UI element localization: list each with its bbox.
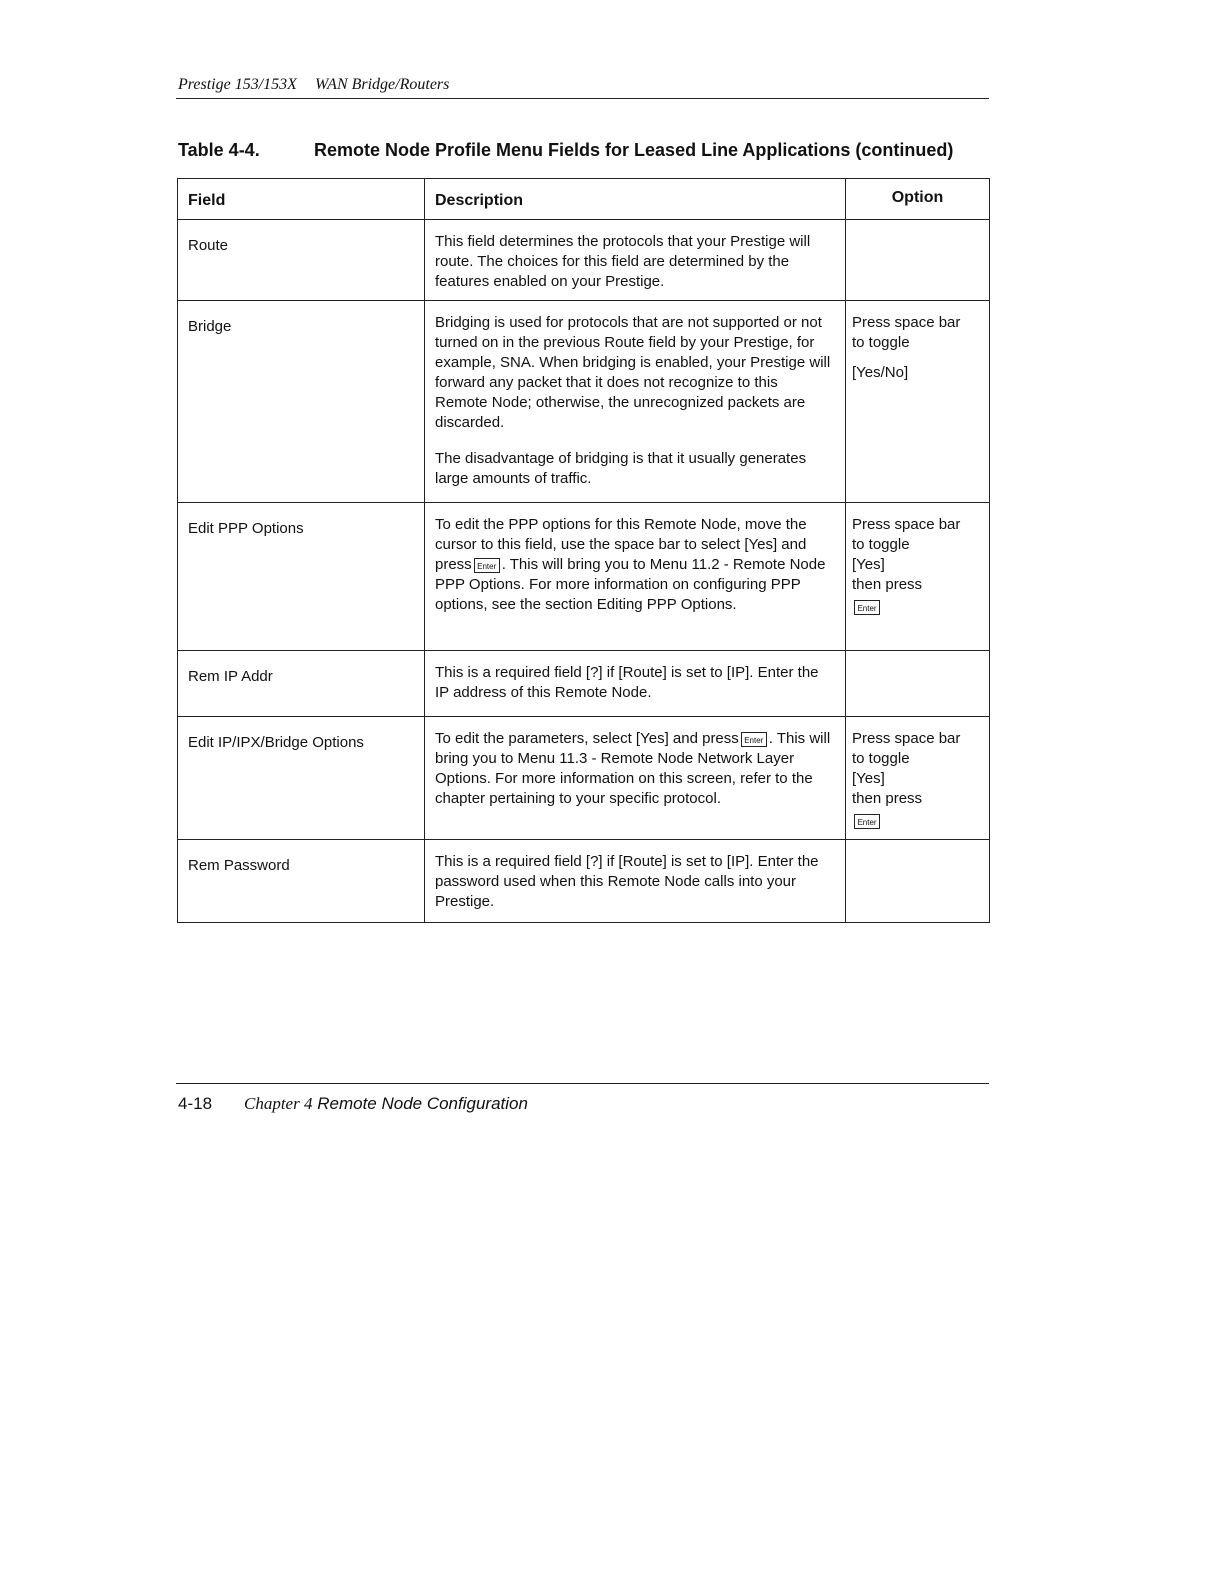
row-option (846, 717, 990, 840)
row-option (846, 840, 990, 923)
description-paragraph: To edit the parameters, select [Yes] and press Enter . This will bring you to Menu 11.3 - Remote Node Network Layer Options. For more information on this screen, refer to the chapter pertaining to your specific protocol. (435, 730, 831, 807)
description-paragraph: This field determines the protocols that your Prestige will route. The choices for this field are determined by the features enabled on your Prestige. (435, 233, 811, 290)
option-line: [Yes] (852, 770, 885, 787)
description-paragraph: Bridging is used for protocols that are not supported or not turned on in the previous Route field by your Prestige, for example, SNA. When bridging is enabled, your Prestige will forward any packet that it does not recognize to this Remote Node; otherwise, the unrecognized packets are discarded. (435, 314, 831, 431)
row-option (846, 220, 990, 301)
option-line: [Yes/No] (852, 364, 909, 381)
row-description (425, 840, 846, 923)
table-row (178, 301, 990, 503)
row-option (846, 651, 990, 717)
row-field: Rem IP Addr (178, 651, 425, 717)
option-line: Press space bar (852, 314, 961, 331)
option-line: then press (852, 790, 923, 807)
column-header-option: Option (846, 179, 990, 220)
running-header (178, 76, 449, 94)
fields-table (177, 178, 990, 923)
description-paragraph: The disadvantage of bridging is that it usually generates large amounts of traffic. (435, 450, 807, 487)
option-line: to toggle (852, 750, 910, 767)
table-row (178, 840, 990, 923)
row-description (425, 717, 846, 840)
footer-rule (176, 1083, 989, 1084)
footer-chapter-title: Remote Node Configuration (317, 1094, 528, 1113)
table-title: Remote Node Profile Menu Fields for Leased Line Applications (continued) (314, 140, 954, 160)
option-line: to toggle (852, 334, 910, 351)
row-description (425, 301, 846, 503)
header-rule (176, 98, 989, 99)
table-row (178, 220, 990, 301)
table-caption (178, 140, 978, 161)
row-field: Bridge (178, 301, 425, 503)
row-description (425, 651, 846, 717)
description-paragraph: To edit the PPP options for this Remote Node, move the cursor to this field, use the space bar to select [Yes] and press Enter . This will bring you to Menu 11.2 - Remote Node PPP Options. For more information on configuring PPP options, see the section Editing PPP Options. (435, 516, 826, 613)
row-field: Route (178, 220, 425, 301)
row-option (846, 301, 990, 503)
header-subtitle: WAN Bridge/Routers (314, 76, 450, 93)
row-description (425, 503, 846, 651)
footer-chapter: Chapter 4 (244, 1094, 313, 1113)
table-header-row (178, 179, 990, 220)
table-number: Table 4-4. (178, 140, 260, 160)
enter-key-icon: Enter (854, 600, 880, 615)
page-number: 4-18 (178, 1094, 213, 1113)
option-line: Press space bar (852, 730, 961, 747)
enter-key-icon: Enter (474, 558, 500, 573)
option-line: [Yes] (852, 556, 885, 573)
header-product: Prestige 153/153X (178, 76, 297, 93)
description-paragraph: This is a required field [?] if [Route] is set to [IP]. Enter the password used when this Remote Node calls into your Prestige. (435, 853, 819, 910)
option-line: then press (852, 576, 923, 593)
enter-key-icon: Enter (854, 814, 880, 829)
row-field: Edit PPP Options (178, 503, 425, 651)
table-row (178, 717, 990, 840)
column-header-description: Description (425, 179, 846, 220)
row-option (846, 503, 990, 651)
column-header-field: Field (178, 179, 425, 220)
table-row (178, 503, 990, 651)
page-footer (178, 1094, 528, 1114)
row-field: Rem Password (178, 840, 425, 923)
description-paragraph: This is a required field [?] if [Route] is set to [IP]. Enter the IP address of this Remote Node. (435, 664, 819, 701)
enter-key-icon: Enter (741, 732, 767, 747)
row-description (425, 220, 846, 301)
row-field: Edit IP/IPX/Bridge Options (178, 717, 425, 840)
option-line: to toggle (852, 536, 910, 553)
table-row (178, 651, 990, 717)
option-line: Press space bar (852, 516, 961, 533)
